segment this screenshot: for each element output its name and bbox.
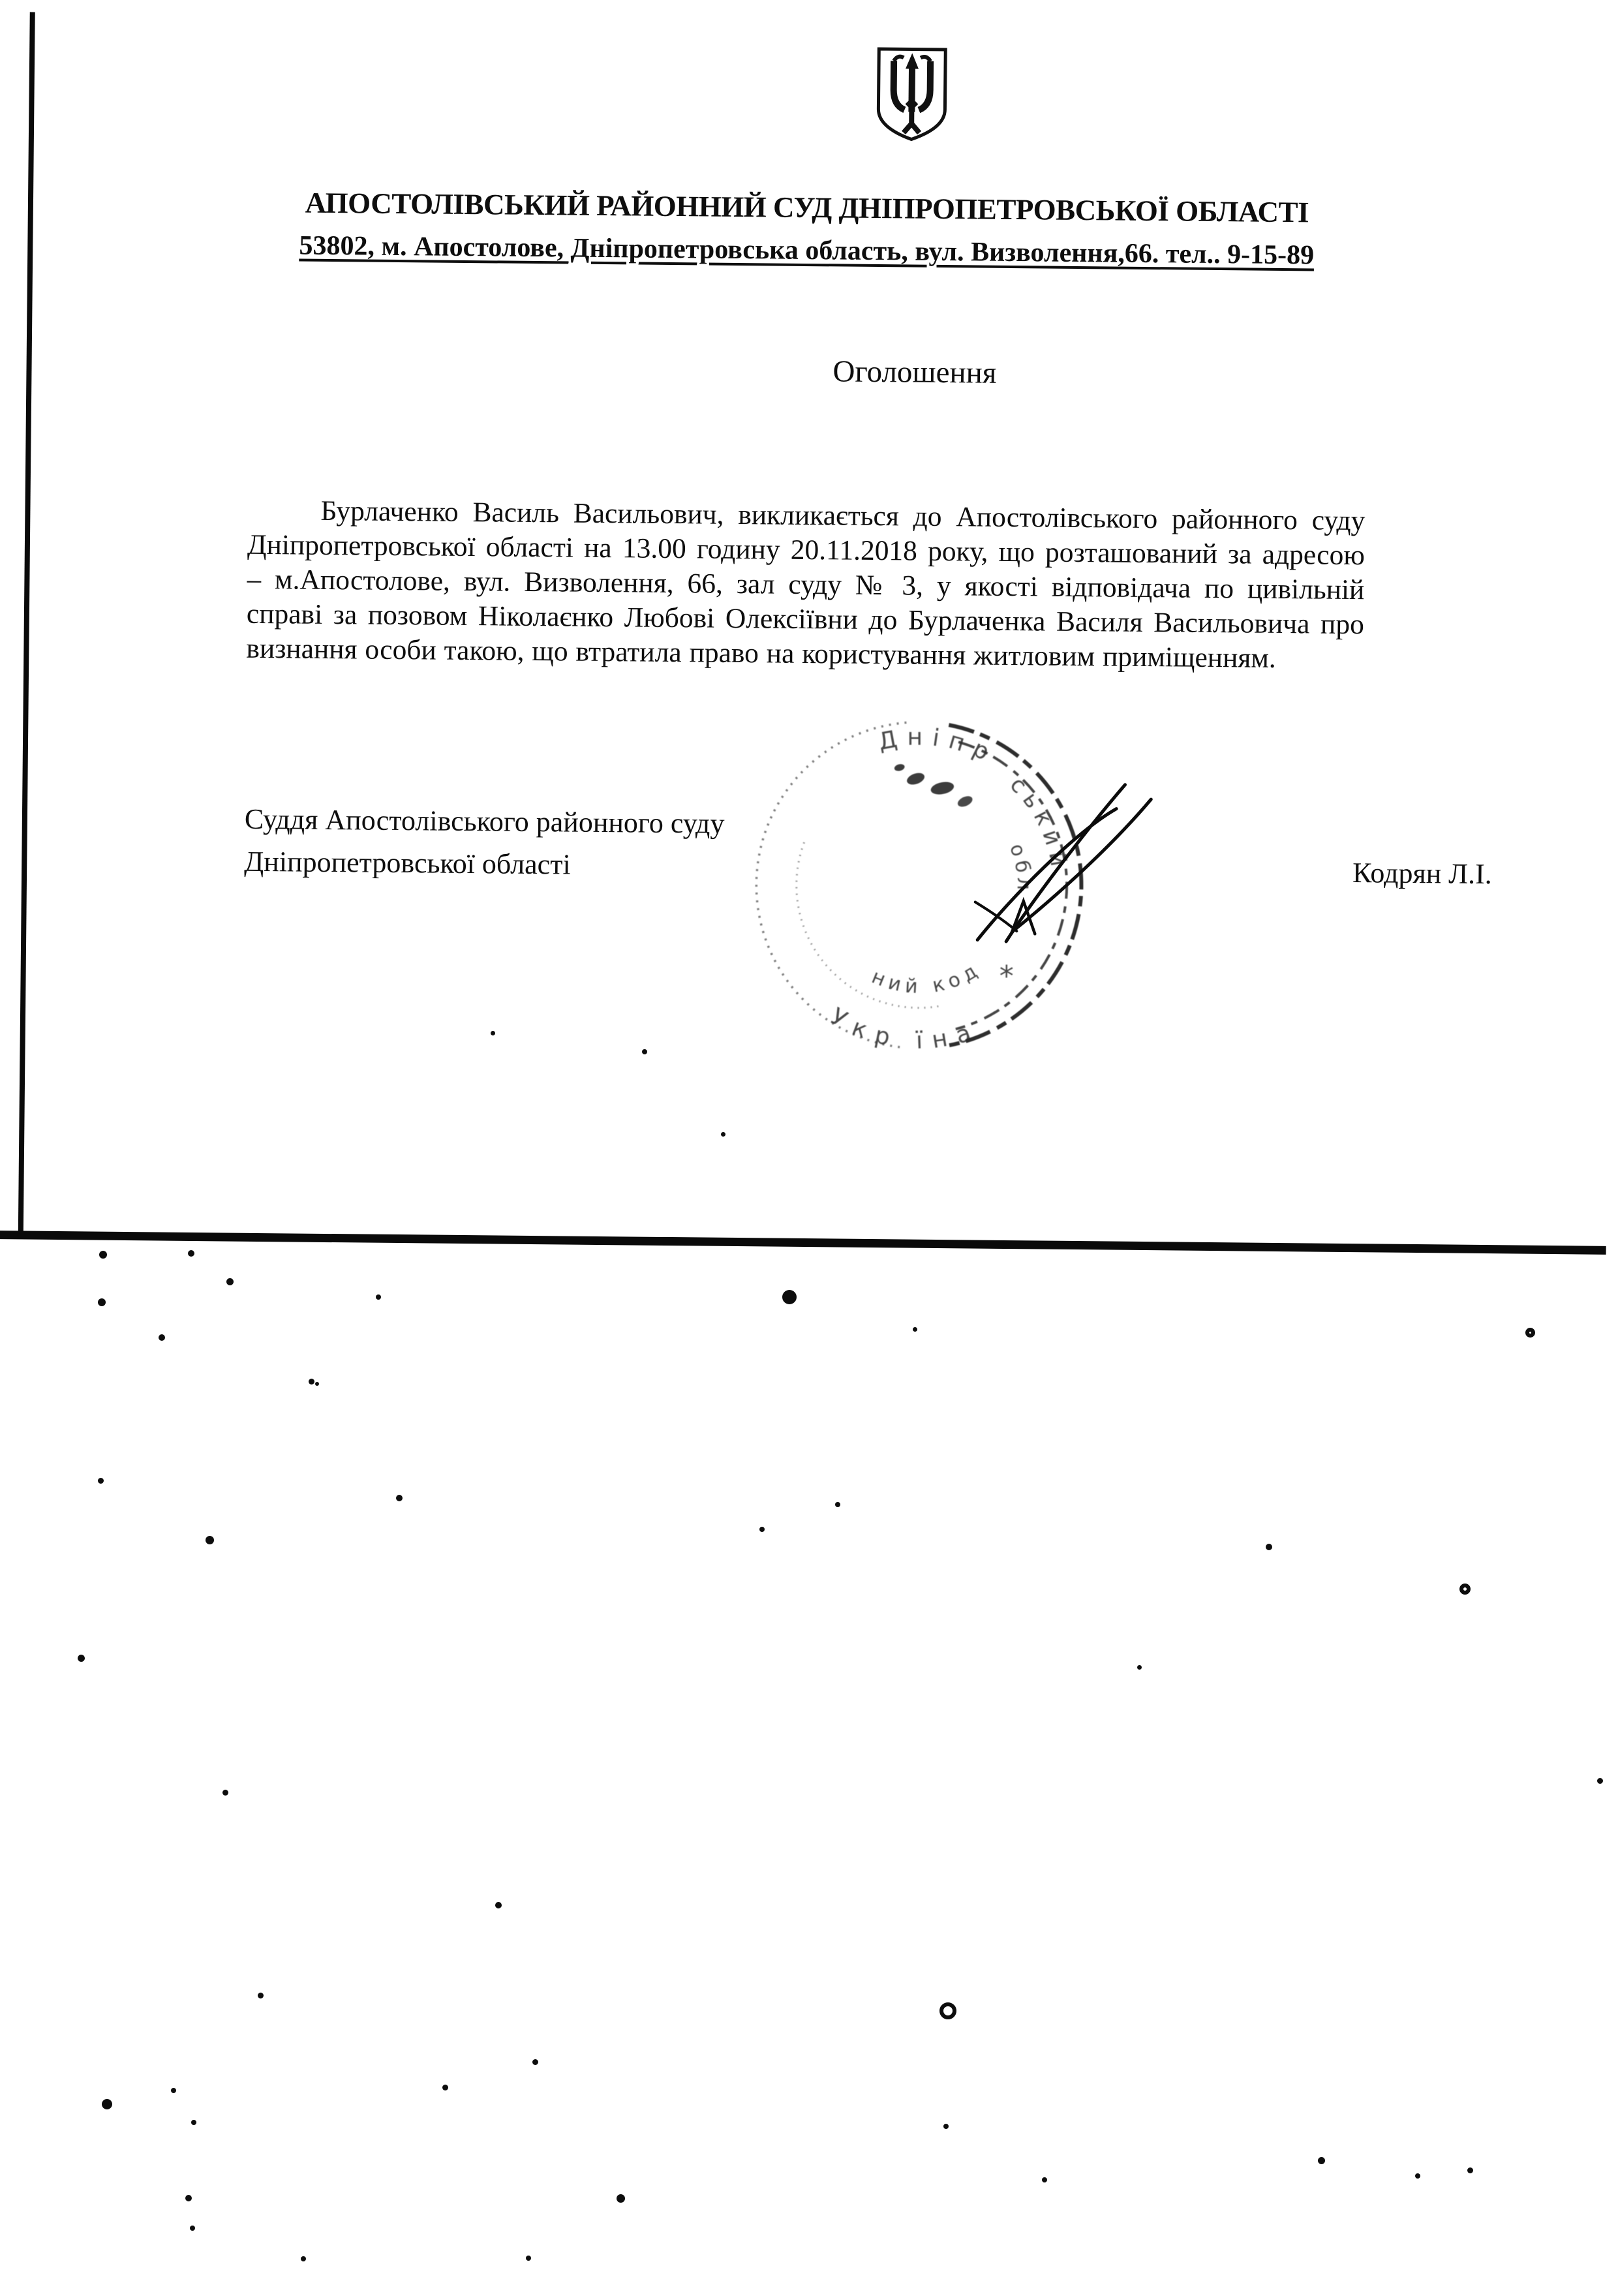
coat-of-arms-ukraine-icon bbox=[874, 46, 950, 144]
judge-name: Кодрян Л.І. bbox=[1352, 857, 1492, 891]
svg-text:Укр їна bbox=[825, 1003, 985, 1055]
body-line: визнання особи такою, що втратила право на користування житловим приміщенням. bbox=[246, 632, 1277, 674]
body-line: справі за позовом Ніколаєнко Любові Олексіївни до Бурлаченка Василя Васильовича про bbox=[246, 598, 1365, 641]
court-name-heading: АПОСТОЛІВСЬКИЙ РАЙОННИЙ СУД ДНІПРОПЕТРОВСЬКОЇ ОБЛАСТІ bbox=[305, 186, 1309, 229]
scan-edge-horizontal-line bbox=[0, 1231, 1606, 1255]
document-title: Оголошення bbox=[832, 354, 997, 390]
body-line: Бурлаченко Василь Васильович, викликається до Апостолівського районного суду bbox=[320, 495, 1366, 537]
seal-text-inner: ний код bbox=[868, 957, 986, 999]
svg-text:ний код bbox=[868, 957, 986, 999]
court-address-line: 53802, м. Апостолове, Дніпропетровська область, вул. Визволення,66. тел.. 9-15-89 bbox=[299, 230, 1315, 271]
seal-text-mid: обл bbox=[1005, 840, 1035, 895]
svg-text:обл bbox=[1004, 840, 1035, 894]
court-seal-stamp bbox=[680, 677, 1181, 1152]
seal-text-bottom: Укр їна bbox=[825, 1003, 985, 1054]
judge-role-line-1: Суддя Апостолівського районного суду bbox=[244, 803, 725, 840]
svg-text:Дніпр bbox=[876, 724, 1002, 770]
seal-text-right: ський bbox=[1004, 771, 1073, 875]
announcement-body bbox=[246, 493, 1365, 677]
seal-star: * bbox=[999, 959, 1014, 994]
judge-role-line-2: Дніпропетровської області bbox=[244, 845, 571, 881]
seal-text-top: Дніпр bbox=[876, 724, 1002, 771]
body-line: Дніпропетровської області на 13.00 годину 20.11.2018 року, що розташований за адресою bbox=[247, 528, 1366, 572]
body-line: – м.Апостолове, вул. Визволення, 66, зал суду № 3, у якості відповідача по цивільній bbox=[247, 563, 1365, 606]
seal-rings bbox=[755, 721, 1083, 1056]
